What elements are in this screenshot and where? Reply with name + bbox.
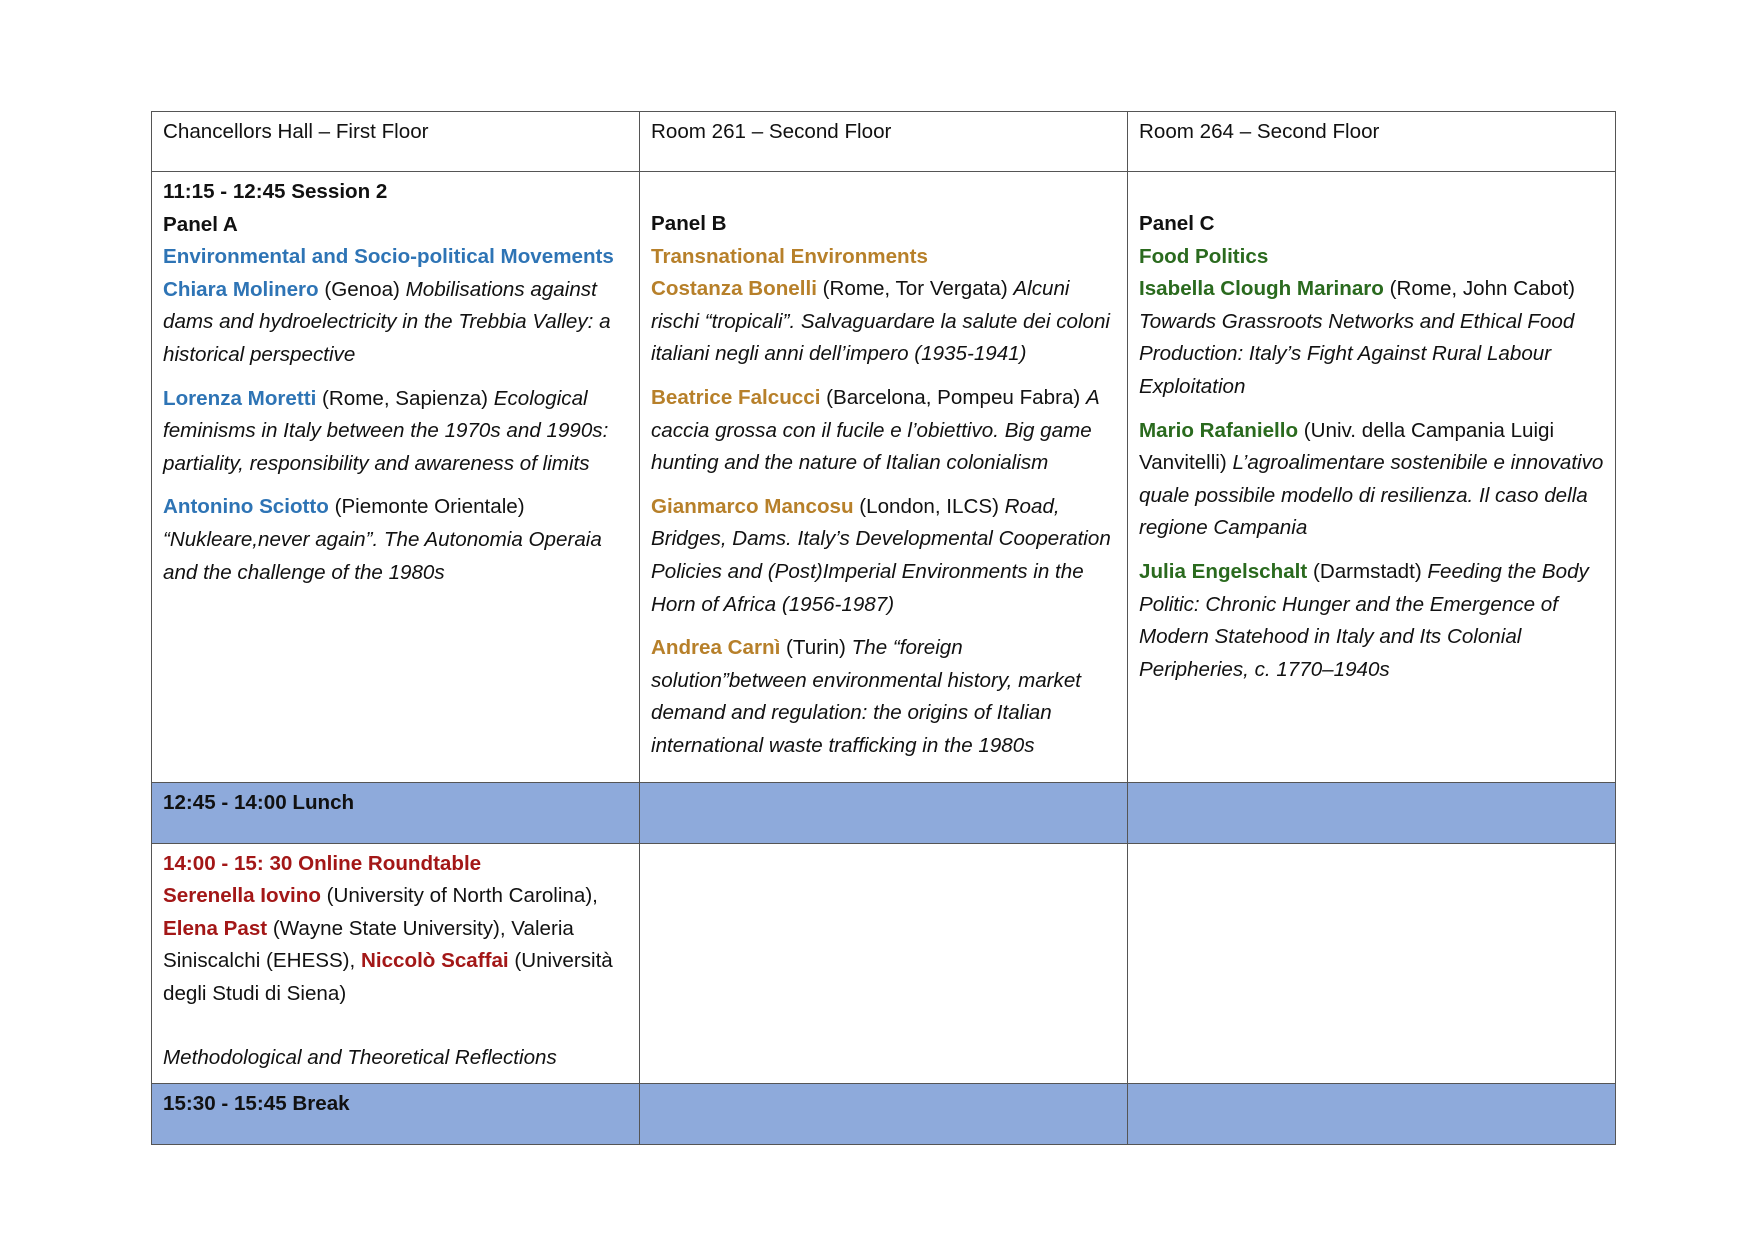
participant-affiliation: (Università degli Studi di Siena): [163, 949, 613, 1005]
paper-title: L’agroalimentare sostenibile e innovativo quale possibile modello di resilienza. Il caso della regione Campania: [1139, 451, 1604, 540]
panel-a-theme: Environmental and Socio-political Movements: [163, 245, 614, 269]
panel-b-theme: Transnational Environments: [651, 244, 928, 268]
paper-author: Julia Engelschalt: [1139, 559, 1308, 583]
paper-affiliation: (Rome, Sapienza): [316, 386, 494, 410]
paper-title: Alcuni rischi “tropicali”. Salvaguardare la salute dei coloni italiani negli anni dell’impero (1935-1941): [651, 277, 1111, 366]
room-header-1: Chancellors Hall – First Floor: [152, 112, 640, 172]
paper: [651, 382, 1116, 480]
lunch-label: 12:45 - 14:00 Lunch: [152, 782, 640, 843]
roundtable-time: 14:00 - 15: 30 Online Roundtable: [163, 851, 482, 875]
break-label: 15:30 - 15:45 Break: [152, 1084, 640, 1145]
participant-name: Niccolò Scaffai: [360, 949, 509, 973]
paper-affiliation: (Darmstadt): [1307, 559, 1428, 583]
paper-author: Antonino Sciotto: [163, 495, 329, 519]
lunch-cell-empty: [1128, 782, 1616, 843]
paper: [651, 491, 1116, 621]
break-cell-empty: [640, 1084, 1128, 1145]
panel-c-theme: Food Politics: [1139, 244, 1269, 268]
paper-title: Mobilisations against dams and hydroelectricity in the Trebbia Valley: a historical perspective: [163, 277, 611, 366]
roundtable-cell: [152, 843, 640, 1084]
roundtable-cell-empty: [1128, 843, 1616, 1084]
paper-title: “Nukleare,never again”. The Autonomia Operaia and the challenge of the 1980s: [163, 527, 602, 584]
participant-name: Serenella Iovino: [163, 884, 321, 908]
lunch-row: [152, 782, 1616, 843]
paper-affiliation: (Turin): [780, 636, 852, 660]
room-header-2: Room 261 – Second Floor: [640, 112, 1128, 172]
paper-author: Costanza Bonelli: [651, 277, 817, 301]
paper: [163, 274, 628, 372]
paper-author: Mario Rafaniello: [1139, 418, 1299, 442]
paper-title: Ecological feminisms in Italy between the 1970s and 1990s: partiality, responsibility and awareness of limits: [163, 386, 609, 475]
panel-a-label: Panel A: [163, 212, 238, 236]
paper: [651, 273, 1116, 371]
paper-author: Beatrice Falcucci: [651, 385, 821, 409]
paper-affiliation: (Piemonte Orientale): [328, 495, 525, 519]
paper-author: Chiara Molinero: [163, 277, 319, 301]
panel-a-cell: [152, 172, 640, 783]
participant-name: Elena Past: [163, 916, 268, 940]
participant-affiliation: (University of North Carolina),: [320, 884, 598, 908]
roundtable-cell-empty: [640, 843, 1128, 1084]
paper-author: Andrea Carnì: [651, 636, 781, 660]
schedule-table: [151, 111, 1616, 1145]
session-time: 11:15 - 12:45 Session 2: [163, 180, 388, 203]
paper: [1139, 556, 1604, 686]
break-row: [152, 1084, 1616, 1145]
paper-author: Lorenza Moretti: [163, 386, 317, 410]
paper-title: A caccia grossa con il fucile e l’obiettivo. Big game hunting and the nature of Italian colonialism: [651, 385, 1099, 475]
paper: [1139, 273, 1604, 403]
break-cell-empty: [1128, 1084, 1616, 1145]
panel-b-cell: [640, 172, 1128, 783]
room-header-3: Room 264 – Second Floor: [1128, 112, 1616, 172]
lunch-cell-empty: [640, 782, 1128, 843]
paper-title: Towards Grassroots Networks and Ethical Food Production: Italy’s Fight Against Rural Labour Exploitation: [1139, 309, 1575, 398]
paper-author: Isabella Clough Marinaro: [1139, 277, 1384, 301]
paper: [1139, 415, 1604, 545]
participant-affiliation: (Wayne State University), Valeria Siniscalchi (EHESS),: [163, 916, 574, 973]
panel-b-label: Panel B: [651, 212, 727, 235]
paper-affiliation: (Univ. della Campania Luigi Vanvitelli): [1139, 418, 1555, 475]
paper-title: Feeding the Body Politic: Chronic Hunger and the Emergence of Modern Statehood in Italy and Its Colonial Peripheries, c. 1770–1940s: [1139, 559, 1589, 681]
paper-affiliation: (Rome, Tor Vergata): [816, 277, 1014, 301]
rooms-row: [152, 112, 1616, 172]
paper: [163, 491, 628, 589]
paper-title: The “foreign solution”between environmental history, market demand and regulation: the origins of Italian international waste trafficking in the 1980s: [651, 636, 1082, 757]
roundtable-participants: [163, 880, 628, 1010]
roundtable-row: [152, 843, 1616, 1084]
session-2-row: [152, 172, 1616, 783]
paper-affiliation: (London, ILCS): [853, 494, 1005, 518]
paper-author: Gianmarco Mancosu: [651, 494, 854, 518]
paper: [163, 383, 628, 481]
panel-c-cell: [1128, 172, 1616, 783]
paper-affiliation: (Barcelona, Pompeu Fabra): [820, 385, 1086, 409]
paper: [651, 632, 1116, 762]
paper-affiliation: (Genoa): [318, 277, 406, 301]
roundtable-topic: Methodological and Theoretical Reflections: [163, 1046, 557, 1070]
paper-affiliation: (Rome, John Cabot): [1383, 277, 1576, 301]
paper-title: Road, Bridges, Dams. Italy’s Developmental Cooperation Policies and (Post)Imperial Environments in the Horn of Africa (1956-1987): [651, 494, 1111, 616]
panel-c-label: Panel C: [1139, 212, 1215, 235]
